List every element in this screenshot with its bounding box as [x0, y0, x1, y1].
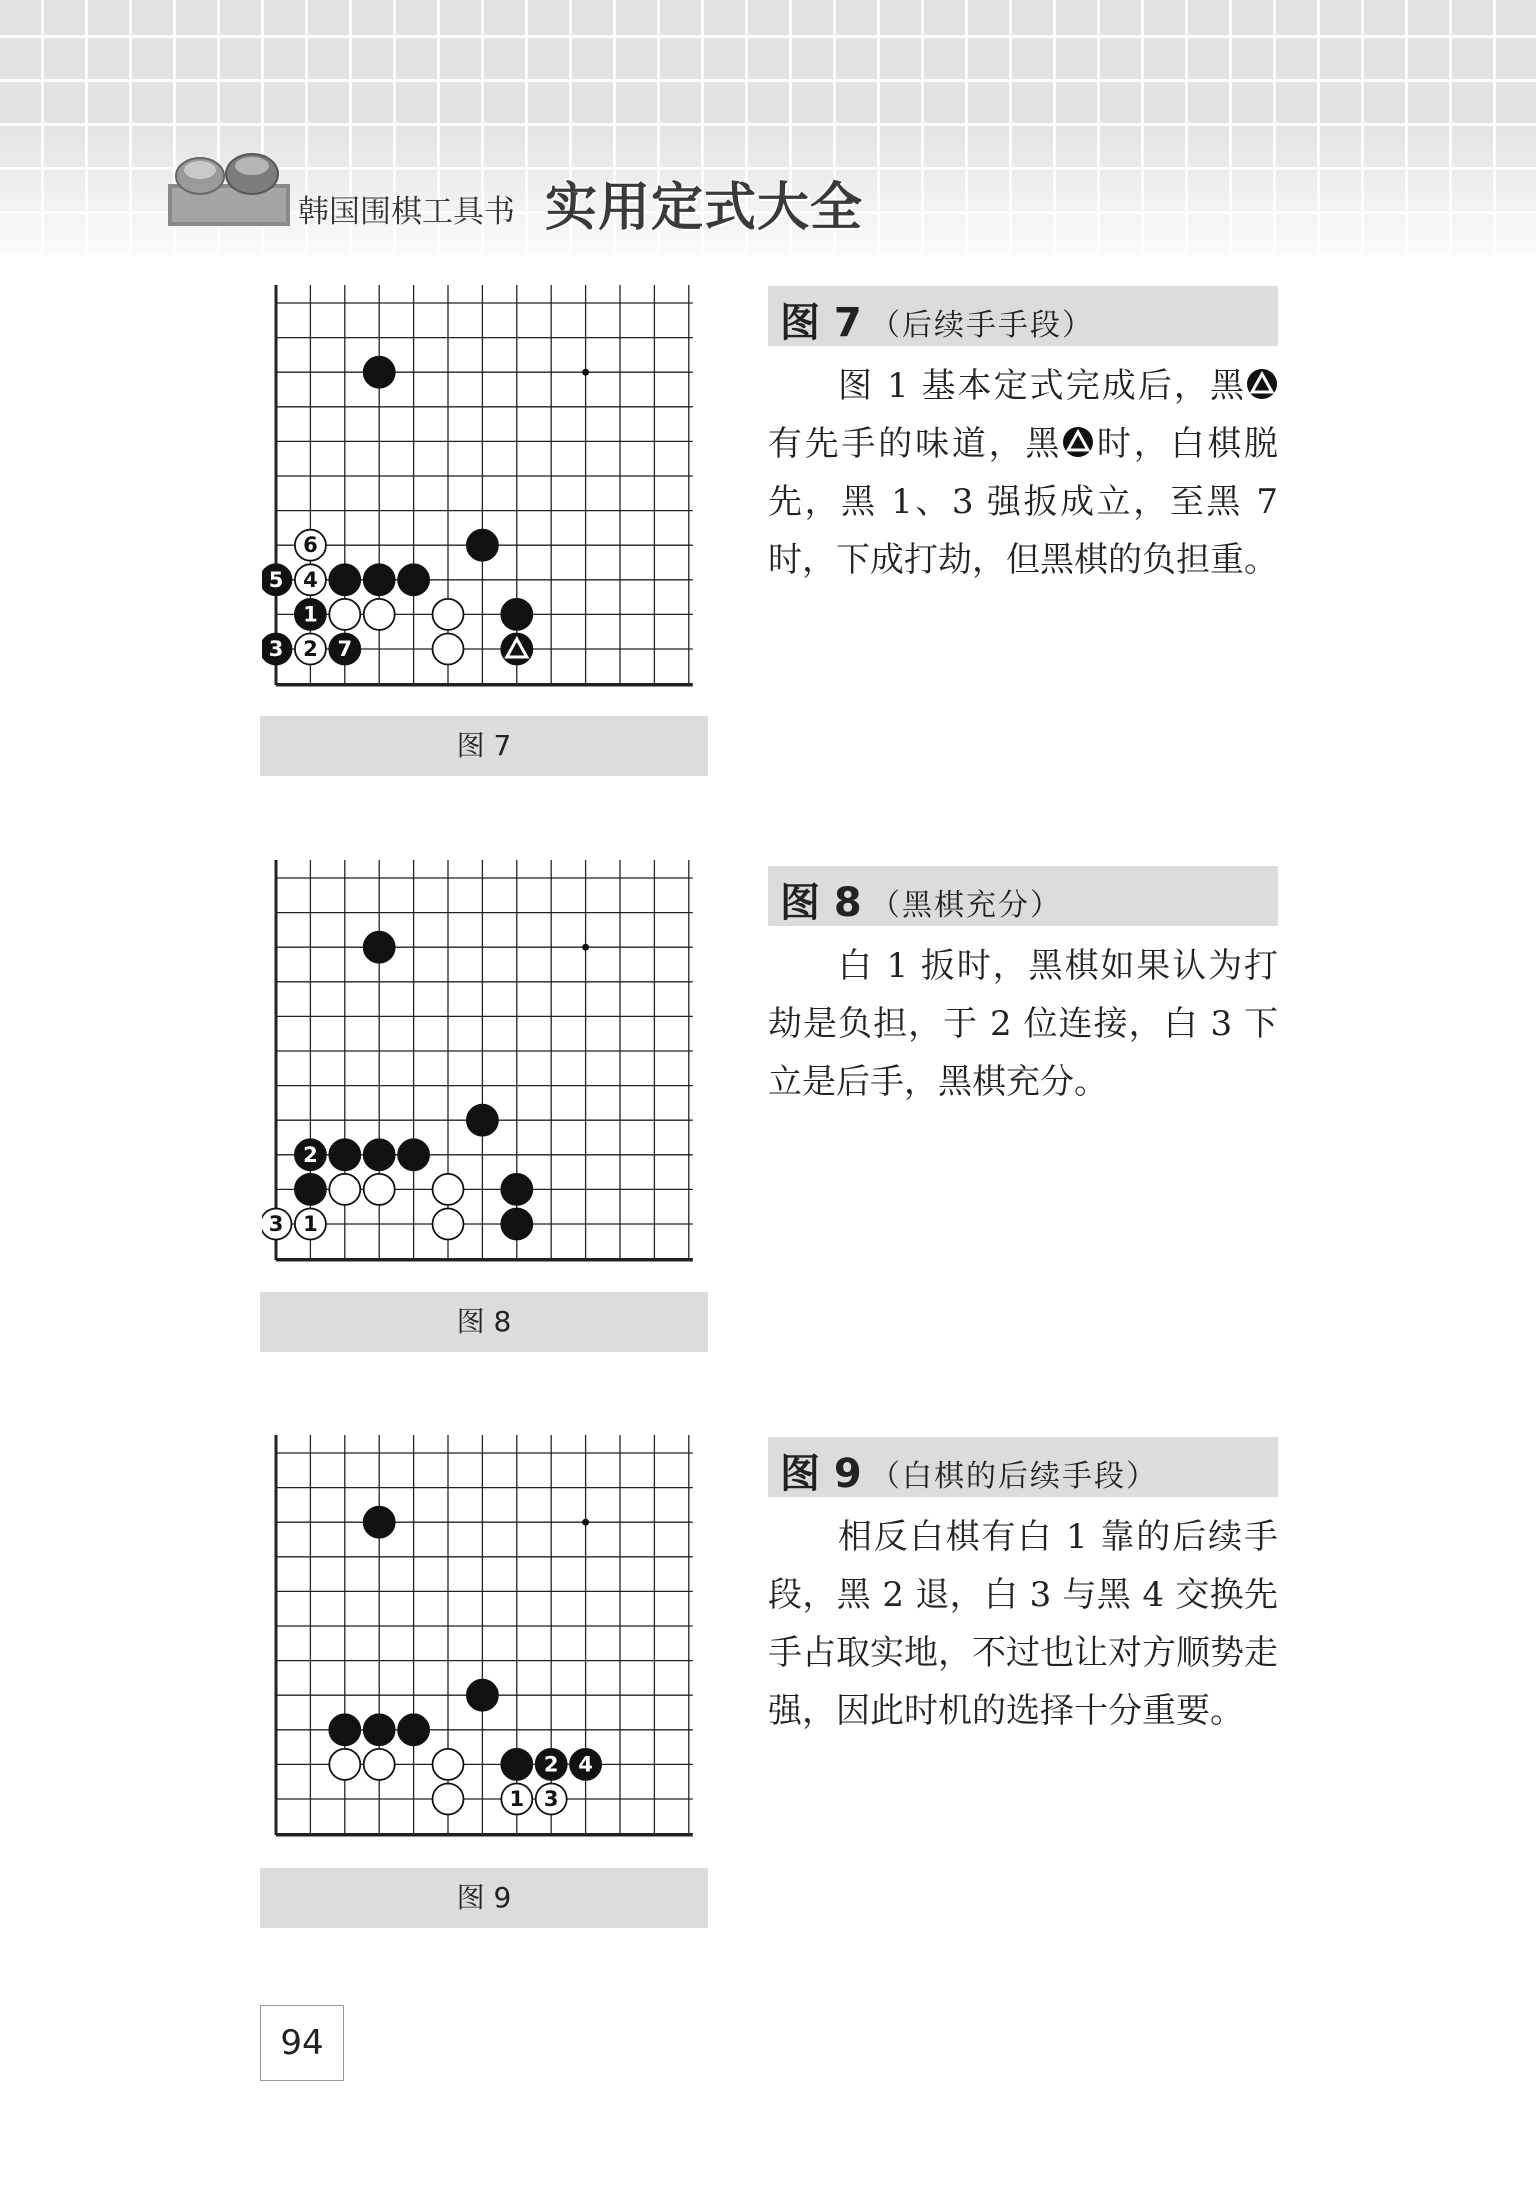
white-stone — [295, 634, 326, 665]
black-stone — [295, 1174, 326, 1205]
black-stone — [467, 1105, 498, 1136]
move-number: 2 — [303, 637, 318, 661]
white-stone — [364, 1174, 395, 1205]
black-stone — [570, 1749, 601, 1780]
white-stone — [329, 599, 360, 630]
star-point — [582, 369, 589, 376]
move-number: 1 — [303, 1212, 318, 1236]
figure-description — [768, 357, 1278, 589]
white-stone — [329, 1749, 360, 1780]
description-text: 时，白棋脱先，黑 1、3 强扳成立，至黑 7 时，下成打劫，但黑棋的负担重。 — [768, 424, 1279, 580]
black-triangle-stone-icon — [1246, 368, 1278, 400]
black-stone — [364, 932, 395, 963]
description-text: 相反白棋有白 1 靠的后续手段，黑 2 退，白 3 与黑 4 交换先手占取实地，不过也让对方顺势走强，因此时机的选择十分重要。 — [768, 1517, 1278, 1731]
white-stone — [433, 599, 464, 630]
figure-subtitle: （后续手手段） — [870, 308, 1094, 343]
black-stone — [329, 1714, 360, 1745]
black-stone — [501, 1209, 532, 1240]
white-stone — [295, 1209, 326, 1240]
white-stone — [433, 1209, 464, 1240]
move-number: 7 — [337, 637, 353, 661]
black-stone — [329, 634, 360, 665]
white-stone — [433, 1784, 464, 1815]
black-stone — [364, 1139, 395, 1170]
star-point — [582, 944, 589, 951]
move-number: 1 — [509, 1787, 525, 1811]
figure-description — [768, 937, 1278, 1111]
figure-title-bar — [768, 286, 1278, 346]
black-stone — [329, 564, 360, 595]
black-stone — [398, 1714, 429, 1745]
go-board-fig7 — [262, 280, 710, 700]
black-stone — [364, 564, 395, 595]
white-stone — [433, 634, 464, 665]
black-stone — [364, 1507, 395, 1538]
white-stone — [295, 564, 326, 595]
black-stone — [295, 1139, 326, 1170]
white-stone — [295, 530, 326, 561]
go-bowls-icon — [168, 144, 290, 226]
move-number: 4 — [303, 567, 318, 592]
series-name: 韩国围棋工具书 — [298, 194, 515, 230]
black-stone — [364, 1714, 395, 1745]
star-point — [582, 1519, 589, 1526]
black-stone — [467, 1680, 498, 1711]
page-header — [0, 0, 1536, 255]
figure-subtitle: （白棋的后续手段） — [870, 1459, 1158, 1494]
black-stone — [398, 1139, 429, 1170]
white-stone — [536, 1784, 567, 1815]
white-stone — [262, 1209, 292, 1240]
move-number: 3 — [543, 1787, 559, 1811]
figure-number: 图 8 — [780, 880, 862, 926]
black-stone — [501, 599, 532, 630]
white-stone — [433, 1749, 464, 1780]
move-number: 3 — [268, 1212, 284, 1236]
move-number: 2 — [543, 1752, 559, 1777]
figure-subtitle: （黑棋充分） — [870, 888, 1062, 923]
black-stone — [398, 564, 429, 595]
move-number: 6 — [303, 533, 318, 558]
page-number: 94 — [260, 2005, 344, 2081]
move-number: 4 — [578, 1752, 593, 1777]
black-triangle-stone-icon — [1062, 426, 1094, 458]
figure-caption: 图 7 — [260, 716, 708, 776]
black-stone — [364, 357, 395, 388]
figure-caption: 图 8 — [260, 1292, 708, 1352]
white-stone — [433, 1174, 464, 1205]
book-title: 实用定式大全 — [545, 177, 864, 238]
black-stone — [501, 1174, 532, 1205]
black-stone — [262, 634, 292, 665]
figure-title-bar — [768, 866, 1278, 926]
white-stone — [364, 599, 395, 630]
move-number: 5 — [268, 567, 284, 592]
figure-number: 图 9 — [780, 1451, 862, 1497]
figure-title-bar — [768, 1437, 1278, 1497]
white-stone — [501, 1784, 532, 1815]
black-stone — [295, 599, 326, 630]
go-board-fig9 — [262, 1430, 710, 1850]
figure-number: 图 7 — [780, 300, 862, 346]
figure-description — [768, 1508, 1278, 1740]
figure-caption: 图 9 — [260, 1868, 708, 1928]
description-text: 图 1 基本定式完成后，黑 — [836, 366, 1246, 406]
black-stone — [536, 1749, 567, 1780]
go-board-fig8 — [262, 855, 710, 1275]
move-number: 3 — [268, 637, 284, 661]
black-stone — [329, 1139, 360, 1170]
move-number: 1 — [303, 602, 318, 627]
black-stone — [467, 530, 498, 561]
white-stone — [364, 1749, 395, 1780]
black-stone — [501, 1749, 532, 1780]
black-stone — [501, 634, 532, 665]
description-text: 白 1 扳时，黑棋如果认为打劫是负担，于 2 位连接，白 3 下立是后手，黑棋充分。 — [768, 946, 1278, 1102]
white-stone — [329, 1174, 360, 1205]
description-text: 有先手的味道，黑 — [768, 424, 1063, 464]
black-stone — [262, 564, 292, 595]
move-number: 2 — [303, 1142, 318, 1167]
